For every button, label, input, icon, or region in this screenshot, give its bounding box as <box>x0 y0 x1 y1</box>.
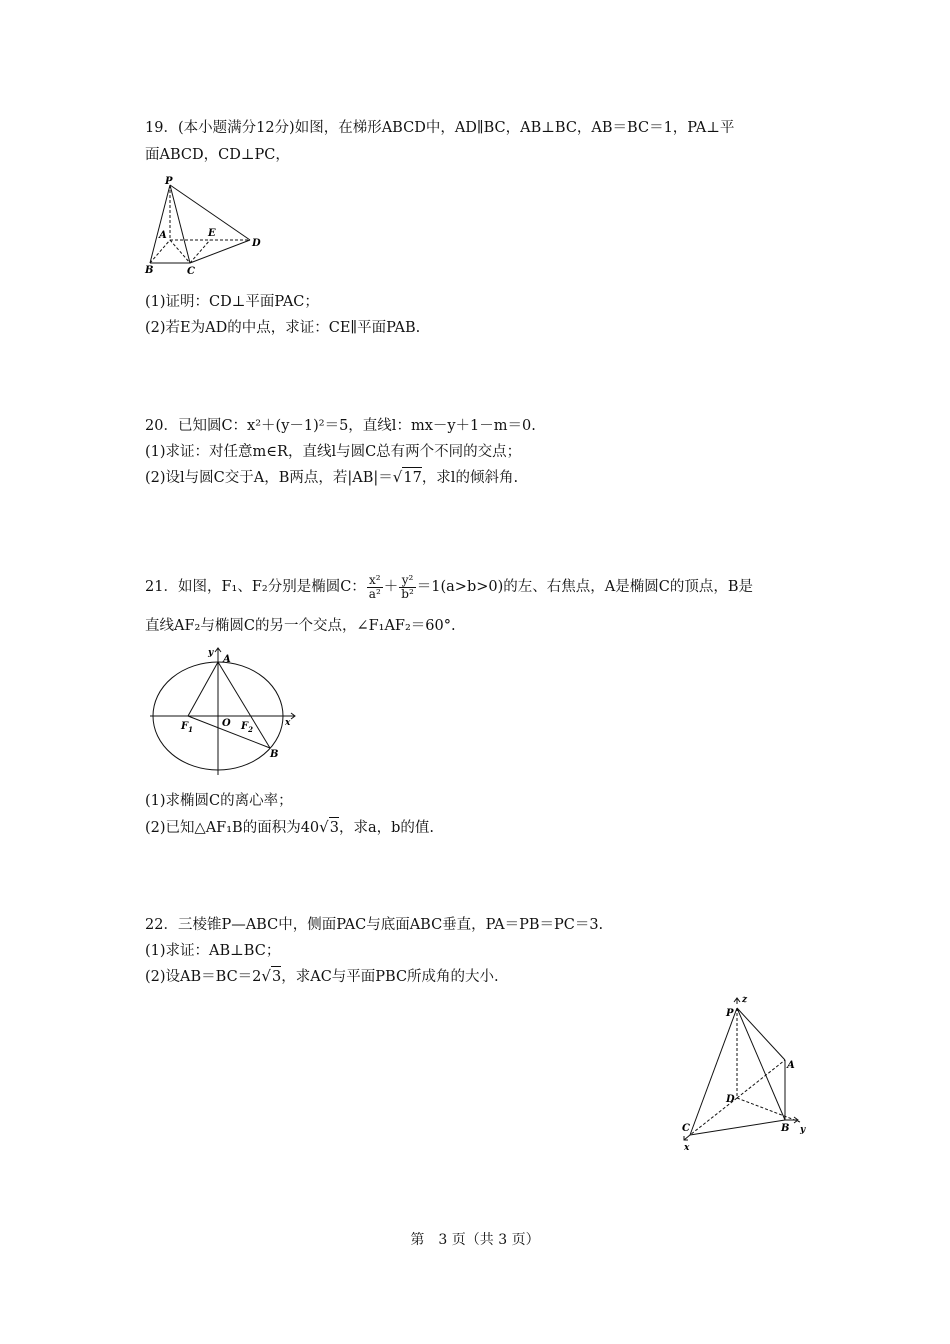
q22-part2-pre: (2)设AB＝BC＝2 <box>145 969 262 985</box>
q19-label-C: C <box>187 266 195 277</box>
q22-line1: 22．三棱锥P—ABC中，侧面PAC与底面ABC垂直，PA＝PB＝PC＝3. <box>145 917 604 933</box>
q21-line1-pre: 21．如图，F₁、F₂分别是椭圆C： <box>145 579 366 595</box>
q21-frac1-num: x² <box>367 574 383 588</box>
q21-part2-post: ，求a，b的值. <box>338 820 434 836</box>
q21-plus: ＋ <box>383 579 399 595</box>
q20-part2 <box>145 467 518 488</box>
q21-label-B: B <box>270 749 279 760</box>
q22-label-D: D <box>726 1094 735 1105</box>
q21-part1: (1)求椭圆C的离心率； <box>145 793 293 809</box>
q20-line1: 20．已知圆C：x²＋(y－1)²＝5，直线l：mx－y＋1－m＝0. <box>145 418 536 434</box>
q21-label-A: A <box>223 654 231 665</box>
q20-part2-post: ，求l的倾斜角. <box>421 470 519 486</box>
q22-figure <box>670 990 820 1152</box>
q21-line1-post: ＝1(a>b>0)的左、右焦点，A是椭圆C的顶点，B是 <box>416 579 753 595</box>
q21-label-F2-sub: 2 <box>248 725 253 734</box>
q22-label-B: B <box>781 1123 790 1134</box>
sqrt-sign-icon: √ <box>261 967 271 985</box>
q22-label-A: A <box>787 1060 795 1071</box>
q21-part2-pre: (2)已知△AF₁B的面积为40 <box>145 820 320 836</box>
q22-label-P: P <box>726 1008 734 1019</box>
q21-line2: 直线AF₂与椭圆C的另一个交点，∠F₁AF₂＝60°. <box>145 618 456 634</box>
q22-label-y: y <box>800 1125 806 1135</box>
q21-label-y: y <box>208 648 214 658</box>
q21-part2 <box>145 817 434 838</box>
q21-label-F1-main: F <box>181 721 189 732</box>
q21-label-F2 <box>240 721 253 734</box>
q21-label-F2-main: F <box>241 721 249 732</box>
q19-label-E: E <box>208 228 216 239</box>
q21-label-F1 <box>180 721 193 734</box>
q21-frac2-num: y² <box>399 574 416 588</box>
sqrt-sign-icon: √ <box>392 468 403 486</box>
q21-fraction-y <box>399 574 416 601</box>
q19-part1: (1)证明：CD⊥平面PAC； <box>145 294 319 310</box>
q22-part2-post: ，求AC与平面PBC所成角的大小. <box>281 969 499 985</box>
q19-line2: 面ABCD，CD⊥PC， <box>145 147 290 163</box>
q22-radicand: 3 <box>271 966 281 987</box>
q19-label-A: A <box>159 230 167 241</box>
page-footer: 第 3 页（共 3 页） <box>410 1232 540 1248</box>
q21-frac2-den: b² <box>401 586 414 601</box>
q19-part2: (2)若E为AD的中点，求证：CE∥平面PAB. <box>145 320 421 336</box>
q19-figure <box>140 175 280 280</box>
q21-frac1-den: a² <box>368 586 381 601</box>
q22-part1: (1)求证：AB⊥BC； <box>145 943 281 959</box>
q21-figure <box>145 643 305 778</box>
q21-label-O: O <box>222 718 231 729</box>
q21-fraction-x <box>367 574 383 601</box>
sqrt-sign-icon: √ <box>319 818 329 836</box>
q22-label-C: C <box>682 1123 690 1134</box>
q19-line1: 19．(本小题满分12分)如图，在梯形ABCD中，AD∥BC，AB⊥BC，AB＝BC＝1，PA⊥平 <box>145 120 735 136</box>
q22-label-x: x <box>684 1143 690 1152</box>
q21-line1 <box>145 572 753 602</box>
q20-part2-pre: (2)设l与圆C交于A，B两点，若|AB|＝ <box>145 470 393 486</box>
q22-label-z: z <box>742 995 748 1005</box>
q19-label-B: B <box>145 265 154 276</box>
q21-label-x: x <box>285 718 291 728</box>
q21-label-F1-sub: 1 <box>188 725 193 734</box>
q20-radicand: 17 <box>402 467 421 488</box>
q20-part1: (1)求证：对任意m∈R，直线l与圆C总有两个不同的交点； <box>145 444 522 460</box>
q22-part2 <box>145 966 499 987</box>
q21-radicand: 3 <box>329 817 339 838</box>
q19-label-D: D <box>252 238 261 249</box>
q19-label-P: P <box>165 176 173 187</box>
